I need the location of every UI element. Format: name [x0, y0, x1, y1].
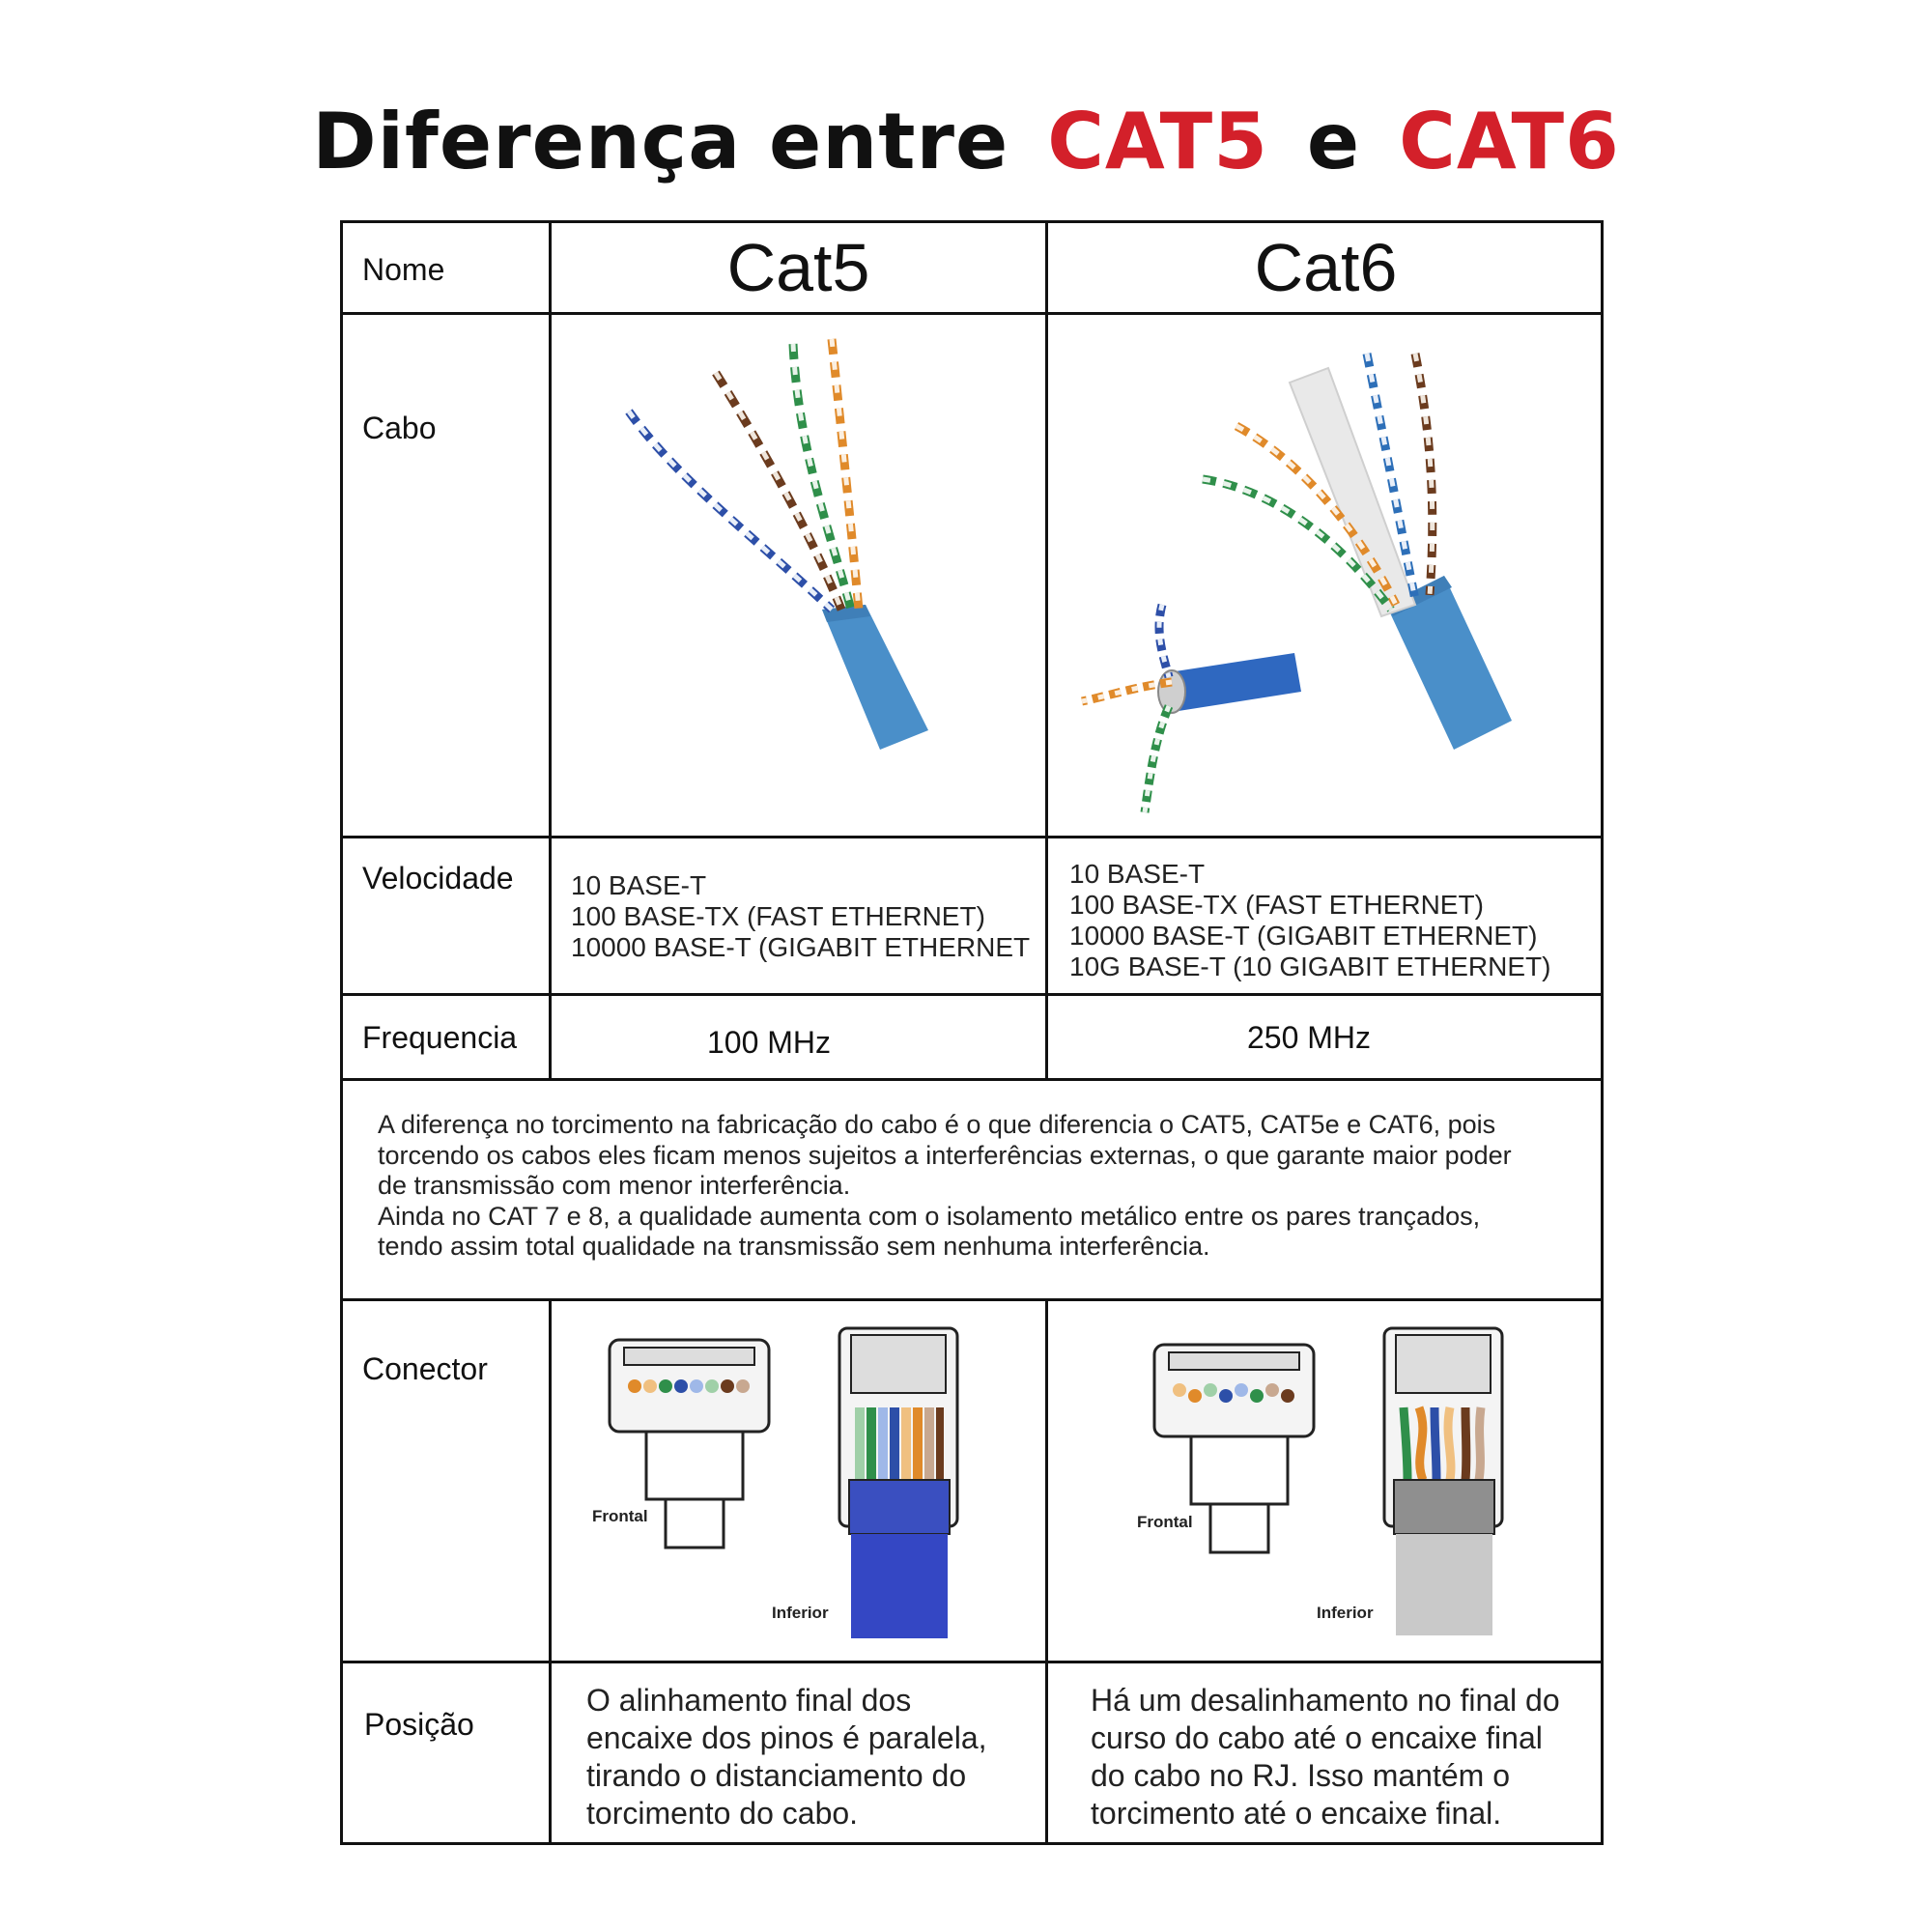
row-divider — [343, 993, 1601, 996]
speed-item: 10000 BASE-T (GIGABIT ETHERNET) — [1069, 921, 1538, 951]
row-divider — [343, 1661, 1601, 1663]
speed-list-cat5 — [571, 870, 1035, 963]
speed-item: 10G BASE-T (10 GIGABIT ETHERNET) — [1069, 952, 1551, 981]
note-paragraph — [378, 1110, 1585, 1263]
speed-item: 100 BASE-TX (FAST ETHERNET) — [1069, 890, 1484, 920]
row-divider — [343, 836, 1601, 838]
title-cat6: CAT6 — [1399, 97, 1620, 186]
note-line: de transmissão com menor interferência. — [378, 1171, 851, 1200]
note-line: torcendo os cabos eles ficam menos sujeitos a interferências externas, o que garante maior poder — [378, 1140, 1512, 1170]
label-velocidade: Velocidade — [362, 861, 514, 895]
title-conjunction: e — [1306, 97, 1361, 186]
position-line: torcimento do cabo. — [586, 1796, 859, 1831]
position-line: curso do cabo até o encaixe final — [1091, 1720, 1543, 1755]
cat5-connector-diagram — [552, 1301, 1045, 1661]
title-cat5: CAT5 — [1047, 97, 1268, 186]
header-nome: Nome — [362, 252, 445, 287]
page-title — [0, 97, 1932, 186]
cat6-cable-image — [1048, 315, 1604, 836]
cat6-front-label: Frontal — [1137, 1513, 1193, 1531]
cat6-connector-diagram — [1048, 1301, 1604, 1661]
header-cat5: Cat5 — [726, 230, 870, 305]
note-line: Ainda no CAT 7 e 8, a qualidade aumenta com o isolamento metálico entre os pares trançados, — [378, 1201, 1481, 1231]
position-line: O alinhamento final dos — [586, 1683, 912, 1718]
position-line: Há um desalinhamento no final do — [1091, 1683, 1560, 1718]
position-text-cat5 — [586, 1682, 1040, 1833]
cat6-bottom-label: Inferior — [1317, 1604, 1374, 1622]
note-line: A diferença no torcimento na fabricação do cabo é o que diferencia o CAT5, CAT5e e CAT6, pois — [378, 1110, 1496, 1139]
label-frequencia: Frequencia — [362, 1020, 518, 1055]
speed-item: 10000 BASE-T (GIGABIT ETHERNET — [571, 932, 1031, 962]
row-divider — [343, 1078, 1601, 1081]
speed-list-cat6 — [1069, 859, 1591, 982]
position-line: do cabo no RJ. Isso mantém o — [1091, 1758, 1510, 1793]
cat5-cable-image — [552, 315, 1045, 836]
position-line: tirando o distanciamento do — [586, 1758, 967, 1793]
label-posicao: Posição — [364, 1707, 474, 1742]
speed-item: 10 BASE-T — [1069, 859, 1206, 889]
freq-cat6: 250 MHz — [1246, 1020, 1372, 1055]
cat5-front-label: Frontal — [592, 1507, 648, 1525]
speed-item: 10 BASE-T — [571, 870, 707, 900]
header-cat6: Cat6 — [1254, 230, 1398, 305]
position-line: encaixe dos pinos é paralela, — [586, 1720, 987, 1755]
position-text-cat6 — [1091, 1682, 1603, 1833]
speed-item: 100 BASE-TX (FAST ETHERNET) — [571, 901, 985, 931]
label-conector: Conector — [362, 1351, 488, 1386]
cat5-bottom-label: Inferior — [772, 1604, 829, 1622]
label-cabo: Cabo — [362, 411, 437, 445]
title-prefix: Diferença entre — [312, 97, 1009, 186]
note-line: tendo assim total qualidade na transmissão sem nenhuma interferência. — [378, 1232, 1210, 1261]
comparison-table — [340, 220, 1604, 1845]
freq-cat5: 100 MHz — [706, 1025, 832, 1060]
position-line: torcimento até o encaixe final. — [1091, 1796, 1502, 1831]
